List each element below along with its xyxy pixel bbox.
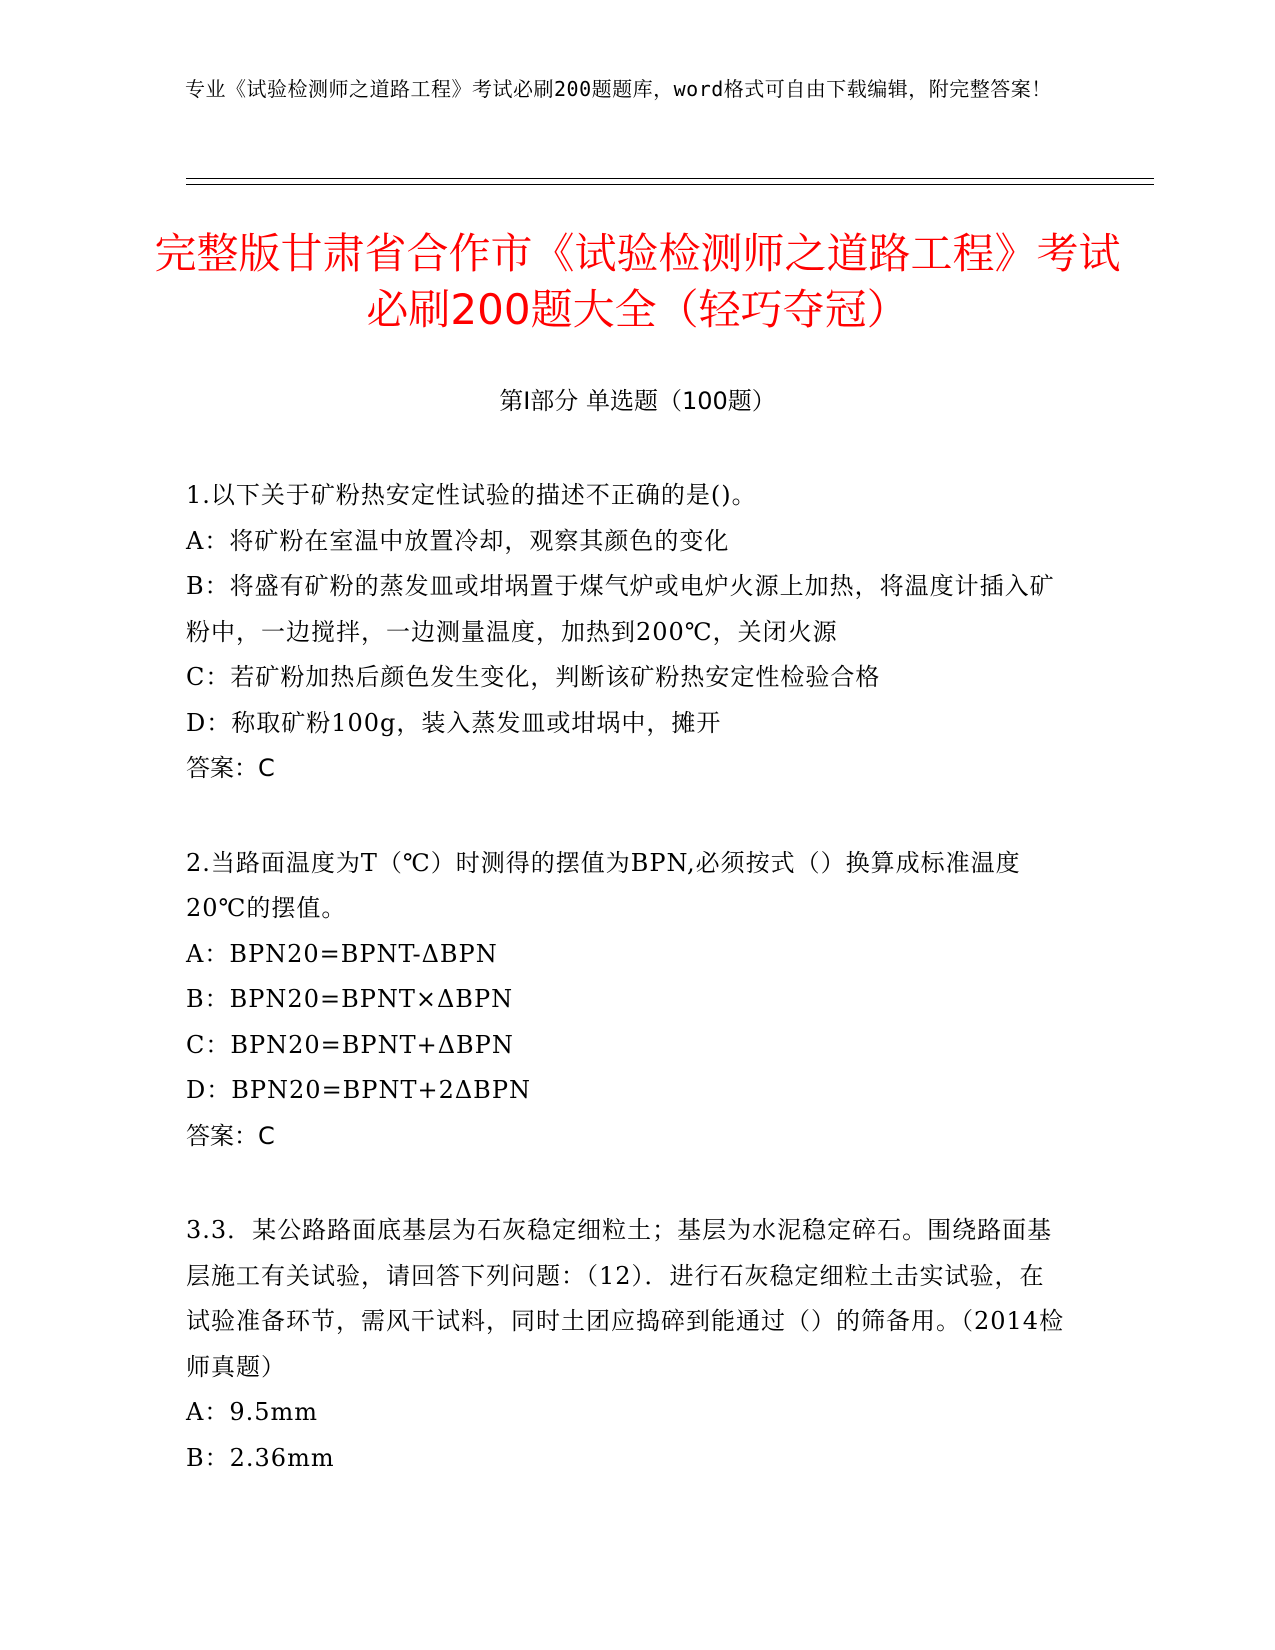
option-a: A：BPN20=BPNT-ΔBPN: [186, 939, 498, 968]
option-b: B：将盛有矿粉的蒸发皿或坩埚置于煤气炉或电炉火源上加热，将温度计插入矿粉中，一边搅拌，一边测量温度，加热到200℃，关闭火源: [186, 572, 1055, 646]
option-d: D：称取矿粉100g，装入蒸发皿或坩埚中，摊开: [186, 708, 722, 737]
option-a: A：9.5mm: [186, 1398, 319, 1426]
document-title: 完整版甘肃省合作市《试验检测师之道路工程》考试必刷200题大全（轻巧夺冠）: [154, 229, 1121, 334]
option-b: B：2.36mm: [186, 1443, 335, 1472]
option-c: C：BPN20=BPNT+ΔBPN: [186, 1030, 514, 1059]
option-d: D：BPN20=BPNT+2ΔBPN: [186, 1076, 531, 1104]
answer: 答案：C: [186, 754, 275, 782]
question-2: [186, 841, 1066, 1160]
header-divider-bottom: [186, 184, 1154, 185]
section-heading: 第Ⅰ部分 单选题（100题）: [499, 387, 776, 415]
question-stem: 2.当路面温度为T（℃）时测得的摆值为BPN,必须按式（）换算成标准温度20℃的摆值。: [186, 848, 1021, 922]
question-1: [186, 473, 1066, 792]
header-divider-top: [186, 178, 1154, 179]
question-stem: 1.以下关于矿粉热安定性试验的描述不正确的是()。: [186, 481, 757, 509]
option-c: C：若矿粉加热后颜色发生变化，判断该矿粉热安定性检验合格: [186, 663, 881, 691]
question-stem: 3.3．某公路路面底基层为石灰稳定细粒土；基层为水泥稳定碎石。围绕路面基层施工有关试验，请回答下列问题：（12）．进行石灰稳定细粒土击实试验，在试验准备环节，需风干试料，同时土团应捣碎到能通过（）的筛备用。（2014检师真题）: [186, 1216, 1065, 1381]
answer: 答案：C: [186, 1121, 275, 1150]
question-3: [186, 1208, 1066, 1481]
option-b: B：BPN20=BPNT×ΔBPN: [186, 985, 514, 1013]
option-a: A：将矿粉在室温中放置冷却，观察其颜色的变化: [186, 526, 730, 555]
header-note: 专业《试验检测师之道路工程》考试必刷200题题库，word格式可自由下载编辑，附完整答案！: [185, 77, 1052, 101]
question-list: [186, 473, 1066, 1530]
